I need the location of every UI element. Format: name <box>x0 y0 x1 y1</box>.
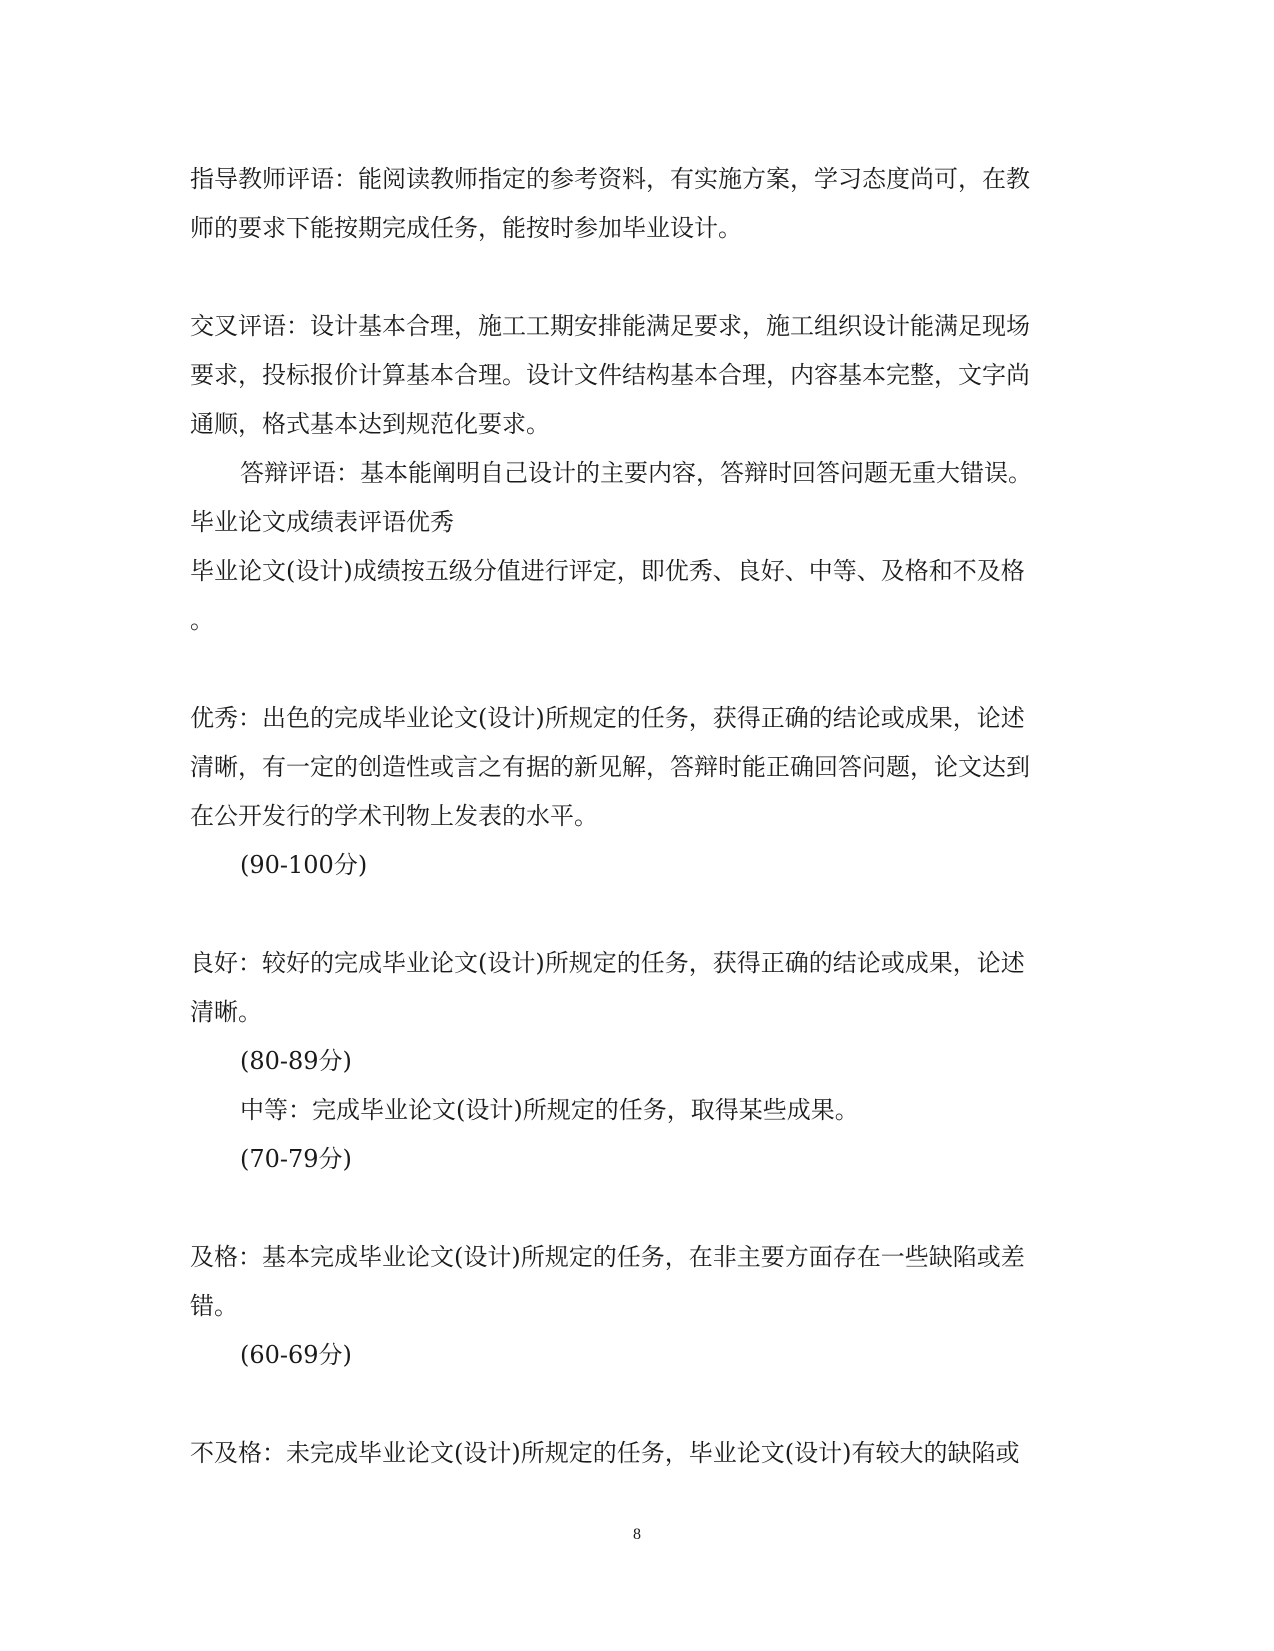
medium-line: 中等：完成毕业论文(设计)所规定的任务，取得某些成果。 <box>240 1096 859 1124</box>
cross-review-line-3: 通顺，格式基本达到规范化要求。 <box>190 410 550 438</box>
excellent-line-2: 清晰，有一定的创造性或言之有据的新见解，答辩时能正确回答问题，论文达到 <box>190 753 1030 781</box>
page-content <box>190 155 1070 1478</box>
pass-score-range: (60-69分) <box>240 1341 352 1369</box>
good-line-1: 良好：较好的完成毕业论文(设计)所规定的任务，获得正确的结论或成果，论述 <box>190 949 1025 977</box>
cross-review-line-2: 要求，投标报价计算基本合理。设计文件结构基本合理，内容基本完整，文字尚 <box>190 361 1030 389</box>
excellent-line-1: 优秀：出色的完成毕业论文(设计)所规定的任务，获得正确的结论或成果，论述 <box>190 704 1025 732</box>
medium-score-range: (70-79分) <box>240 1145 352 1173</box>
fail-line-1: 不及格：未完成毕业论文(设计)所规定的任务，毕业论文(设计)有较大的缺陷或 <box>190 1439 1020 1467</box>
pass-line-2: 错。 <box>190 1292 238 1320</box>
paragraph-gap <box>190 253 1070 302</box>
cross-review-line-1: 交叉评语：设计基本合理，施工工期安排能满足要求，施工组织设计能满足现场 <box>190 312 1030 340</box>
good-line-2: 清晰。 <box>190 998 262 1026</box>
advisor-comment-line-1: 指导教师评语：能阅读教师指定的参考资料，有实施方案，学习态度尚可，在教 <box>190 165 1030 193</box>
grading-intro-line-2: 。 <box>190 606 214 634</box>
grading-intro-line-1: 毕业论文(设计)成绩按五级分值进行评定，即优秀、良好、中等、及格和不及格 <box>190 557 1025 585</box>
paragraph-gap <box>190 1184 1070 1233</box>
excellent-line-3: 在公开发行的学术刊物上发表的水平。 <box>190 802 598 830</box>
paragraph-gap <box>190 645 1070 694</box>
advisor-comment-line-2: 师的要求下能按期完成任务，能按时参加毕业设计。 <box>190 214 742 242</box>
page-number: 8 <box>633 1526 641 1543</box>
section-heading: 毕业论文成绩表评语优秀 <box>190 508 454 536</box>
excellent-score-range: (90-100分) <box>240 851 368 879</box>
paragraph-gap <box>190 890 1070 939</box>
good-score-range: (80-89分) <box>240 1047 352 1075</box>
pass-line-1: 及格：基本完成毕业论文(设计)所规定的任务，在非主要方面存在一些缺陷或差 <box>190 1243 1025 1271</box>
paragraph-gap <box>190 1380 1070 1429</box>
defense-comment-line: 答辩评语：基本能阐明自己设计的主要内容，答辩时回答问题无重大错误。 <box>240 459 1032 487</box>
